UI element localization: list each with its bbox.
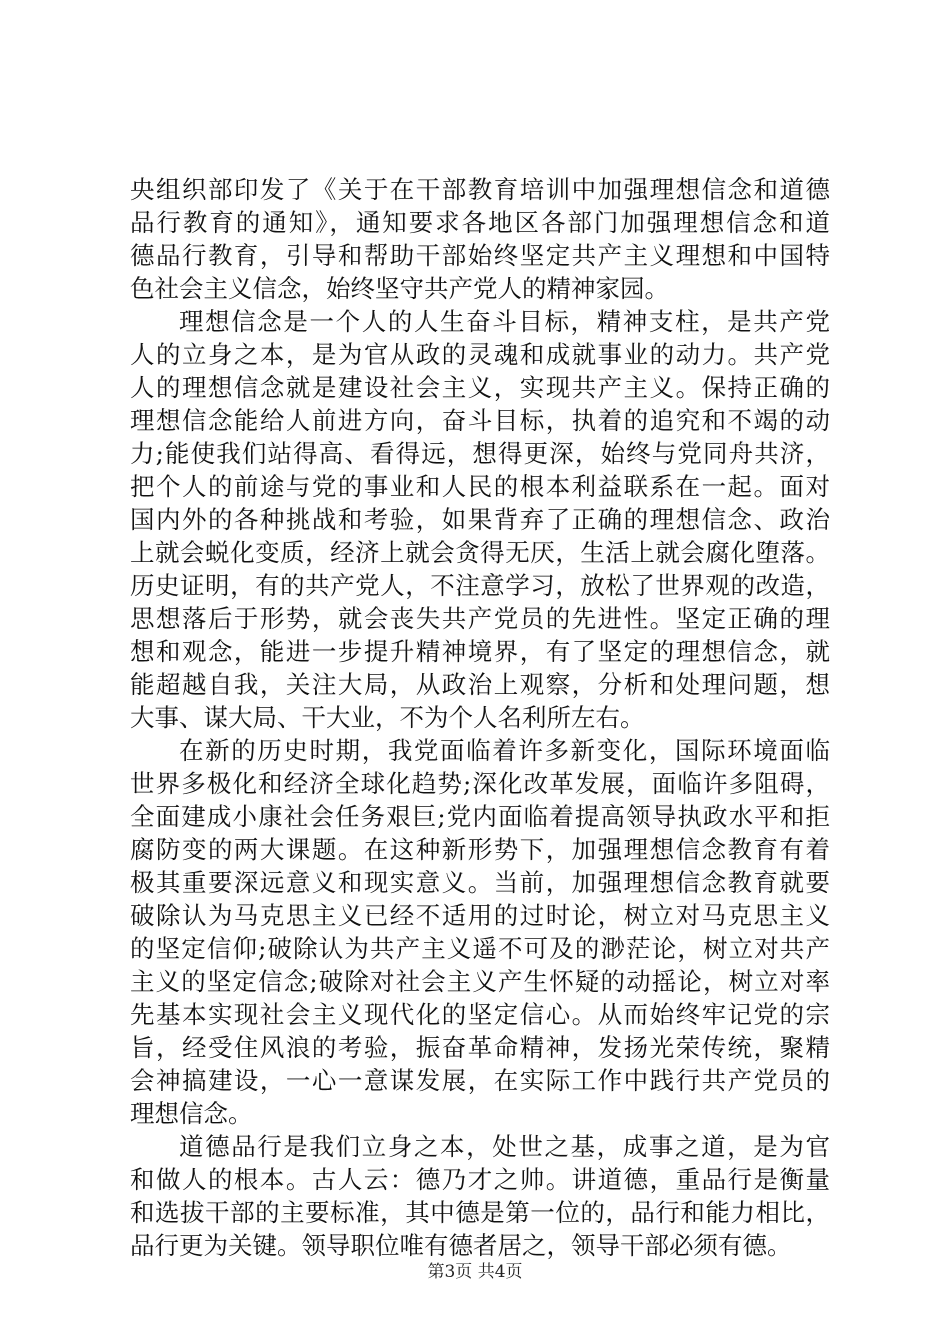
text-line: 腐防变的两大课题。在这种新形势下，加强理想信念教育有着 [130, 835, 830, 864]
text-line: 的坚定信仰;破除认为共产主义遥不可及的渺茫论，树立对共产 [130, 934, 830, 963]
text-line: 破除认为马克思主义已经不适用的过时论，树立对马克思主义 [130, 901, 830, 930]
text-line: 理想信念。 [130, 1099, 253, 1128]
text-line: 力;能使我们站得高、看得远，想得更深，始终与党同舟共济， [130, 439, 830, 468]
text-line: 能超越自我，关注大局，从政治上观察，分析和处理问题，想 [130, 670, 830, 699]
text-line: 道德品行是我们立身之本，处世之基，成事之道，是为官 [179, 1132, 830, 1161]
text-line: 思想落后于形势，就会丧失共产党员的先进性。坚定正确的理 [130, 604, 830, 633]
text-line: 把个人的前途与党的事业和人民的根本利益联系在一起。面对 [130, 472, 830, 501]
text-line: 历史证明，有的共产党人，不注意学习，放松了世界观的改造， [130, 571, 830, 600]
text-line: 央组织部印发了《关于在干部教育培训中加强理想信念和道德 [130, 175, 830, 204]
text-line: 先基本实现社会主义现代化的坚定信心。从而始终牢记党的宗 [130, 1000, 830, 1029]
text-line: 色社会主义信念，始终坚守共产党人的精神家园。 [130, 274, 669, 303]
text-line: 和选拔干部的主要标准，其中德是第一位的，品行和能力相比， [130, 1198, 830, 1227]
text-line: 想和观念，能进一步提升精神境界，有了坚定的理想信念，就 [130, 637, 830, 666]
text-line: 会神搞建设，一心一意谋发展，在实际工作中践行共产党员的 [130, 1066, 830, 1095]
document-body [130, 173, 830, 1262]
text-line: 人的立身之本，是为官从政的灵魂和成就事业的动力。共产党 [130, 340, 830, 369]
text-line: 极其重要深远意义和现实意义。当前，加强理想信念教育就要 [130, 868, 830, 897]
text-line: 主义的坚定信念;破除对社会主义产生怀疑的动摇论，树立对率 [130, 967, 830, 996]
text-line: 国内外的各种挑战和考验，如果背弃了正确的理想信念、政治 [130, 505, 830, 534]
text-line: 上就会蜕化变质，经济上就会贪得无厌，生活上就会腐化堕落。 [130, 538, 830, 567]
page-number-label: 第3页 共4页 [427, 1262, 523, 1282]
page-footer [0, 1262, 950, 1282]
text-line: 理想信念是一个人的人生奋斗目标，精神支柱，是共产党 [179, 307, 830, 336]
text-line: 世界多极化和经济全球化趋势;深化改革发展，面临许多阻碍， [130, 769, 830, 798]
text-line: 和做人的根本。古人云：德乃才之帅。讲道德，重品行是衡量 [130, 1165, 830, 1194]
text-line: 在新的历史时期，我党面临着许多新变化，国际环境面临 [179, 736, 830, 765]
text-line: 人的理想信念就是建设社会主义，实现共产主义。保持正确的 [130, 373, 830, 402]
text-line: 品行教育的通知》，通知要求各地区各部门加强理想信念和道 [130, 208, 830, 237]
text-line: 德品行教育，引导和帮助干部始终坚定共产主义理想和中国特 [130, 241, 830, 270]
text-line: 理想信念能给人前进方向，奋斗目标，执着的追究和不竭的动 [130, 406, 830, 435]
text-line: 旨，经受住风浪的考验，振奋革命精神，发扬光荣传统，聚精 [130, 1033, 830, 1062]
text-line: 大事、谋大局、干大业，不为个人名利所左右。 [130, 703, 645, 732]
text-line: 全面建成小康社会任务艰巨;党内面临着提高领导执政水平和拒 [130, 802, 830, 831]
text-line: 品行更为关键。领导职位唯有德者居之，领导干部必须有德。 [130, 1231, 792, 1260]
